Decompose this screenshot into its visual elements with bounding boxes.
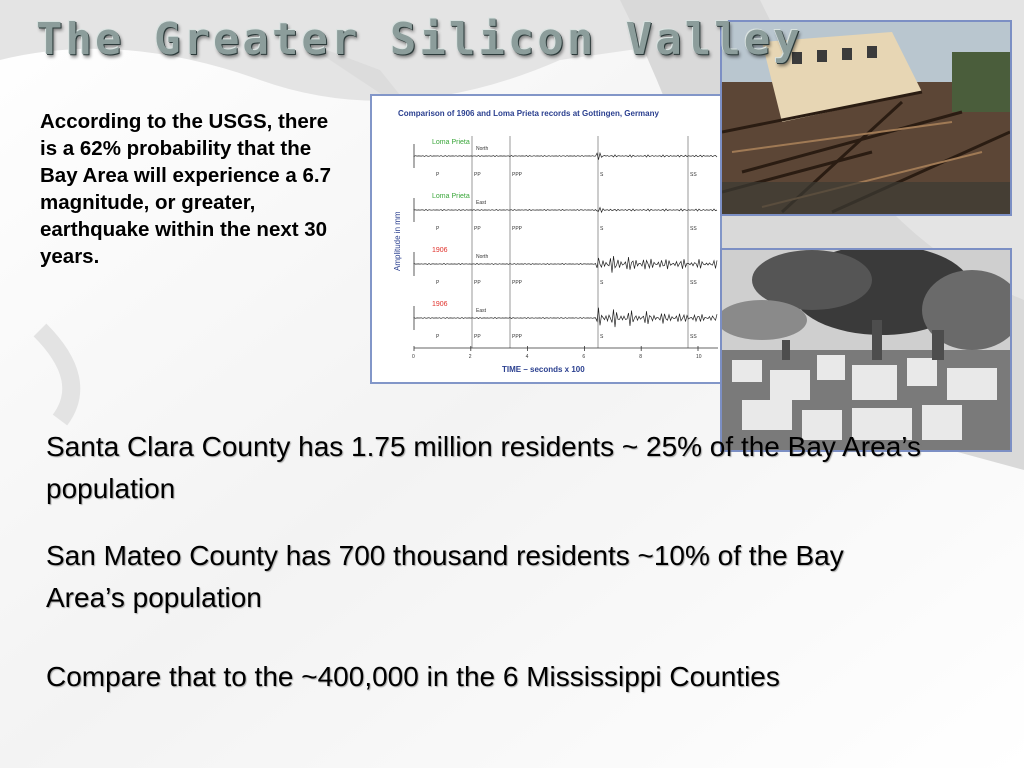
burning-city-photo — [720, 248, 1012, 452]
mississippi-comparison-paragraph: Compare that to the ~400,000 in the 6 Mississippi Counties — [46, 661, 780, 692]
seismogram-figure — [370, 94, 722, 384]
seismogram-y-axis-label: Amplitude in mm — [393, 211, 402, 271]
phase-label: PPP — [512, 172, 523, 178]
trace-component: East — [476, 200, 487, 206]
trace-label: Loma Prieta — [432, 193, 470, 200]
phase-label: S — [600, 280, 604, 286]
seismogram-title: Comparison of 1906 and Loma Prieta records at Gottingen, Germany — [398, 109, 659, 118]
phase-label: P — [436, 280, 440, 286]
x-tick-label: 6 — [582, 354, 586, 360]
x-tick-label: 10 — [696, 354, 702, 360]
phase-label: S — [600, 172, 604, 178]
usgs-probability-note: According to the USGS, there is a 62% probability that the Bay Area will experience a 6.7 magnitude, or greater, earthquake within the next 30 years. — [40, 110, 331, 268]
trace-waveform — [414, 208, 717, 213]
trace-label: 1906 — [432, 301, 448, 308]
phase-label: PP — [474, 334, 481, 340]
trace-label: Loma Prieta — [432, 139, 470, 146]
santa-clara-paragraph: Santa Clara County has 1.75 million residents ~ 25% of the Bay Area’s population — [46, 431, 921, 504]
x-tick-label: 8 — [639, 354, 642, 360]
san-mateo-paragraph: San Mateo County has 700 thousand residents ~10% of the Bay Area’s population — [46, 540, 844, 613]
trace-waveform — [414, 153, 717, 160]
phase-label: P — [436, 334, 440, 340]
trace-component: North — [476, 146, 489, 152]
seismogram-chart — [372, 96, 720, 382]
trace-component: North — [476, 254, 489, 260]
trace-label: 1906 — [432, 247, 448, 254]
phase-label: SS — [690, 172, 697, 178]
phase-label: SS — [690, 280, 697, 286]
x-tick-label: 4 — [525, 354, 529, 360]
seismogram-x-axis-label: TIME – seconds x 100 — [502, 365, 585, 374]
phase-label: PP — [474, 226, 481, 232]
phase-label: P — [436, 226, 440, 232]
phase-label: PP — [474, 280, 481, 286]
phase-label: PPP — [512, 280, 523, 286]
slide-title: The Greater Silicon Valley — [36, 14, 803, 65]
x-tick-label: 2 — [468, 354, 472, 360]
phase-label: PPP — [512, 226, 523, 232]
x-tick-label: 0 — [412, 354, 415, 360]
trace-waveform — [414, 256, 717, 273]
phase-label: P — [436, 172, 440, 178]
trace-waveform — [414, 308, 717, 327]
phase-label: S — [600, 226, 604, 232]
phase-label: SS — [690, 334, 697, 340]
phase-label: SS — [690, 226, 697, 232]
phase-label: PPP — [512, 334, 523, 340]
trace-component: East — [476, 308, 487, 314]
phase-label: PP — [474, 172, 481, 178]
phase-label: S — [600, 334, 604, 340]
